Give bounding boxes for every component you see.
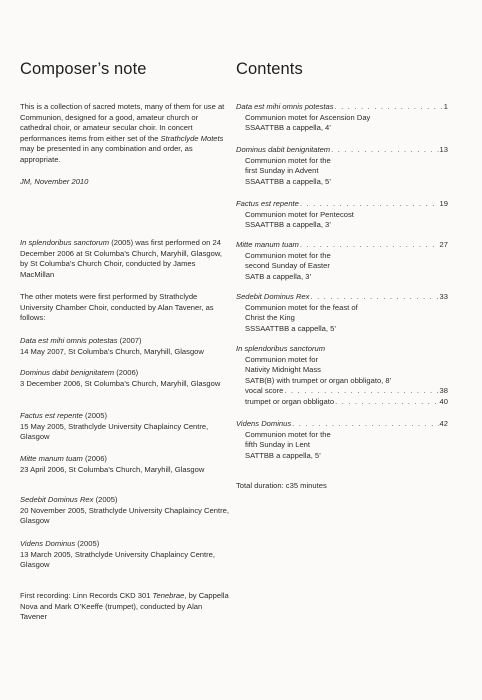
- performance-item: Dominus dabit benignitatem (2006) 3 December 2006, St Columba’s Church, Maryhill, Glasgow: [20, 368, 221, 388]
- contents-entry: Videns Dominus . . . 42 Communion motet for the fifth Sunday in Lent SATTBB a cappella, 5’: [236, 419, 448, 461]
- signature: JM, November 2010: [20, 177, 89, 186]
- others-intro: The other motets were first performed by Strathclyde University Chamber Choir, conducted by Alan Tavener, as follows:: [20, 292, 214, 323]
- contents-entry: Sedebit Dominus Rex . . . 33 Communion motet for the feast of Christ the King SSSAATTBB a cappella, 5’: [236, 292, 448, 334]
- contents-entry: Data est mihi omnis potestas . . . 1 Communion motet for Ascension Day SSAATTBB a cappella, 4’: [236, 102, 448, 134]
- contents-sub-entry: vocal score . . . 38: [236, 386, 448, 397]
- performance-item: Sedebit Dominus Rex (2005) 20 November 2005, Strathclyde University Chaplaincy Centre, Glasgow: [20, 495, 229, 526]
- intro-paragraph: This is a collection of sacred motets, many of them for use at Communion, designed for a good, amateur church or cathedral choir, or amateur secular choir. In concert performances items from either set of the Strathclyde Motets may be presented in any combination and order, as appropriate.: [20, 102, 225, 164]
- contents-heading: Contents: [236, 60, 303, 78]
- performance-item: Mitte manum tuam (2006) 23 April 2006, St Columba’s Church, Maryhill, Glasgow: [20, 454, 205, 474]
- first-recording: First recording: Linn Records CKD 301 Tenebrae, by Cappella Nova and Mark O’Keeffe (trumpet), conducted by Alan Tavener: [20, 591, 229, 622]
- contents-entry: Dominus dabit benignitatem . . . 13 Communion motet for the first Sunday in Advent SSAATTBB a cappella, 5’: [236, 145, 448, 187]
- performance-item: Data est mihi omnis potestas (2007) 14 May 2007, St Columba’s Church, Maryhill, Glasgow: [20, 336, 204, 356]
- contents-sub-entry: trumpet or organ obbligato . . . 40: [236, 397, 448, 408]
- total-duration: Total duration: c35 minutes: [236, 481, 327, 490]
- contents-entry: In splendoribus sanctorum Communion motet for Nativity Midnight Mass SATB(B) with trumpet or organ obbligato, 8’ vocal score . . . 38 trumpet or organ obbligato . . . 40: [236, 344, 448, 408]
- composers-note-heading: Composer’s note: [20, 60, 147, 78]
- performance-item: Videns Dominus (2005) 13 March 2005, Strathclyde University Chaplaincy Centre, Glasgow: [20, 539, 215, 570]
- performance-item: Factus est repente (2005) 15 May 2005, Strathclyde University Chaplaincy Centre, Glasgow: [20, 411, 209, 442]
- contents-entry: Mitte manum tuam . . . 27 Communion motet for the second Sunday of Easter SATB a cappella, 3’: [236, 240, 448, 282]
- premiere-paragraph: In splendoribus sanctorum (2005) was first performed on 24 December 2006 at St Columba’s Church, Maryhill, Glasgow, by St Columba’s Church Choir, conducted by James MacMillan: [20, 238, 223, 279]
- contents-entry: Factus est repente . . . 19 Communion motet for Pentecost SSAATTBB a cappella, 3’: [236, 199, 448, 231]
